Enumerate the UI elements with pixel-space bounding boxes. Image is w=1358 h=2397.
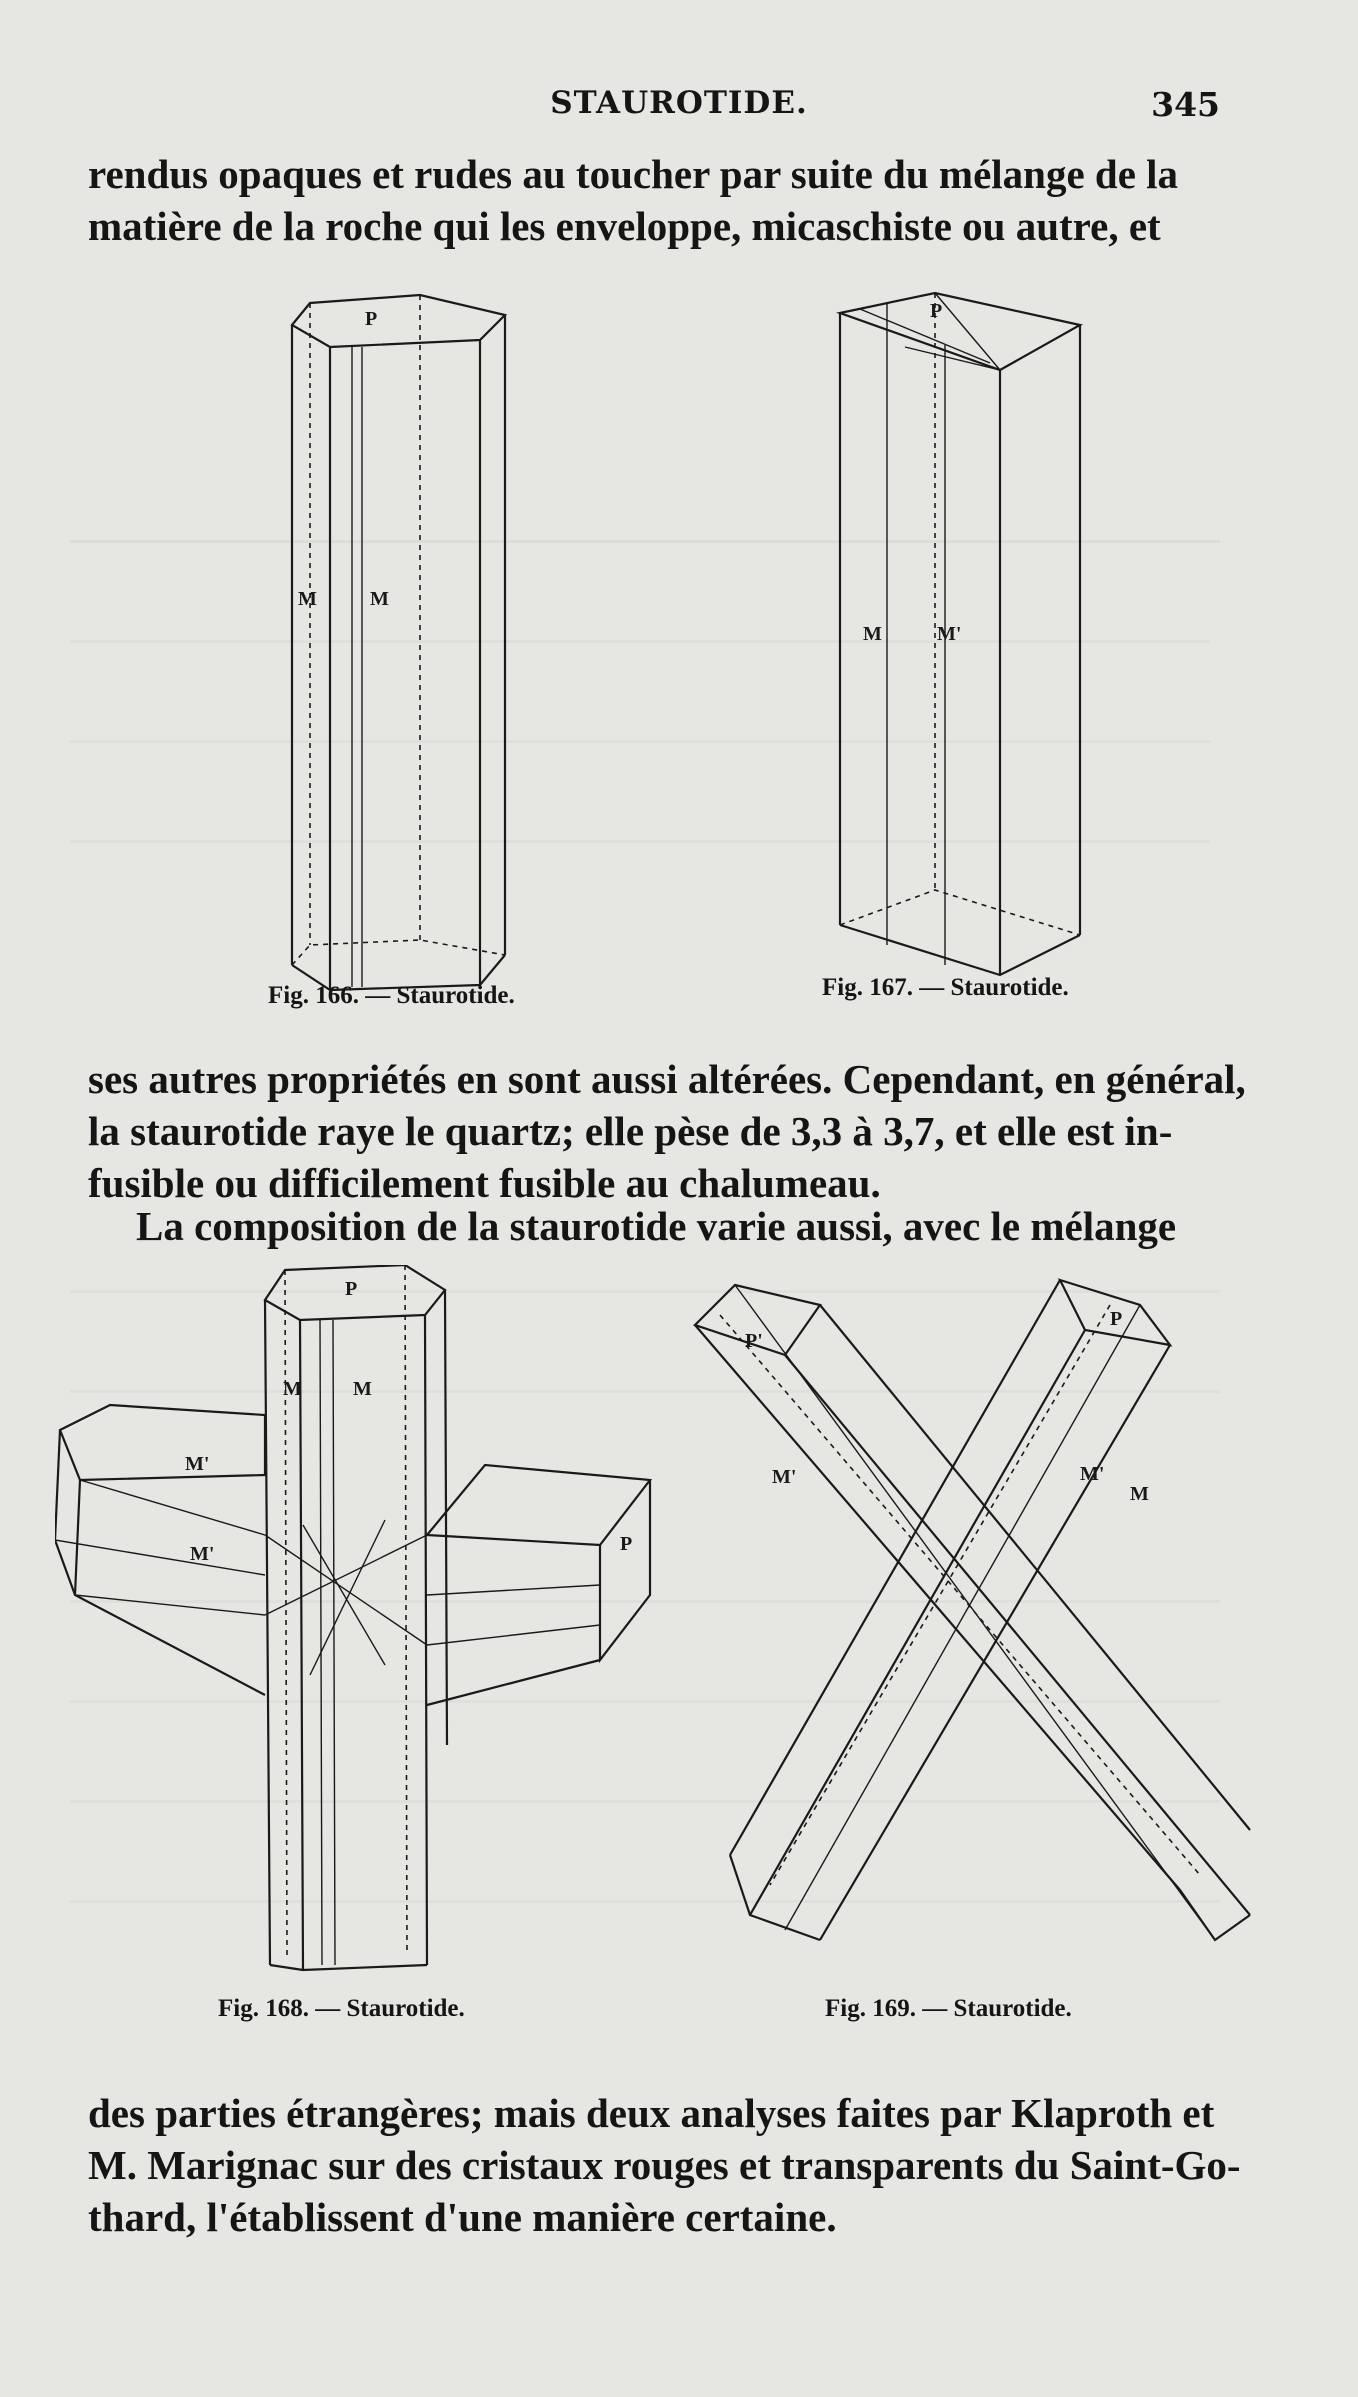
running-header bbox=[0, 85, 1358, 135]
fig166-label-m-right: M bbox=[370, 588, 389, 610]
fig169-label-m: M bbox=[1130, 1483, 1149, 1505]
paragraph-2-line-3: fusible ou difficilement fusible au chalumeau. bbox=[88, 1160, 881, 1206]
fig167-label-m-prime: M' bbox=[937, 623, 962, 645]
paragraph-2-line-1: ses autres propriétés en sont aussi altérées. Cependant, en général, bbox=[88, 1056, 1246, 1102]
paragraph-1-line-1: rendus opaques et rudes au toucher par suite du mélange de la bbox=[88, 151, 1179, 197]
fig168-label-m-prime-lower: M' bbox=[190, 1543, 215, 1565]
paragraph-4 bbox=[88, 2087, 1241, 2243]
paragraph-1-line-2: matière de la roche qui les enveloppe, micaschiste ou autre, et bbox=[88, 203, 1161, 249]
fig166-label-m-left: M bbox=[298, 588, 317, 610]
fig169-label-p: P bbox=[1110, 1308, 1123, 1330]
figure-166-caption: Fig. 166. — Staurotide. bbox=[268, 982, 515, 1009]
fig169-label-m-prime-right: M' bbox=[1080, 1463, 1105, 1485]
fig169-label-p-prime: P' bbox=[745, 1330, 763, 1352]
figure-168-staurotide-cross-twin bbox=[55, 1265, 720, 1980]
paragraph-3-line-1: La composition de la staurotide varie aussi, avec le mélange bbox=[136, 1203, 1177, 1249]
figure-166-staurotide-prism bbox=[270, 285, 530, 1005]
fig168-label-m-right: M bbox=[353, 1378, 372, 1400]
fig168-label-m-prime-upper: M' bbox=[185, 1453, 210, 1475]
figure-169-staurotide-oblique-twin bbox=[690, 1275, 1260, 1965]
running-title: STAUROTIDE. bbox=[550, 85, 808, 121]
fig166-label-p: P bbox=[365, 308, 378, 330]
figure-167-staurotide-prism bbox=[825, 285, 1100, 995]
figure-168-caption: Fig. 168. — Staurotide. bbox=[218, 1995, 465, 2022]
fig167-label-m: M bbox=[863, 623, 882, 645]
fig169-label-m-prime-left: M' bbox=[772, 1466, 797, 1488]
fig167-label-p: P bbox=[930, 300, 943, 322]
paragraph-2 bbox=[88, 1053, 1246, 1209]
fig168-label-m-left: M bbox=[283, 1378, 302, 1400]
paragraph-1 bbox=[88, 148, 1233, 252]
fig168-label-p-right: P bbox=[620, 1533, 633, 1555]
paragraph-4-line-1: des parties étrangères; mais deux analyses faites par Klaproth et bbox=[88, 2090, 1215, 2136]
paragraph-4-line-2: M. Marignac sur des cristaux rouges et transparents du Saint-Go- bbox=[88, 2142, 1241, 2188]
paragraph-4-line-3: thard, l'établissent d'une manière certaine. bbox=[88, 2194, 837, 2240]
figure-167-caption: Fig. 167. — Staurotide. bbox=[822, 974, 1069, 1001]
paragraph-2-line-2: la staurotide raye le quartz; elle pèse de 3,3 à 3,7, et elle est in- bbox=[88, 1108, 1173, 1154]
figure-169-caption: Fig. 169. — Staurotide. bbox=[825, 1995, 1072, 2022]
fig168-label-p-top: P bbox=[345, 1278, 358, 1300]
page-number: 345 bbox=[1151, 85, 1220, 124]
paragraph-3 bbox=[88, 1200, 1233, 1252]
